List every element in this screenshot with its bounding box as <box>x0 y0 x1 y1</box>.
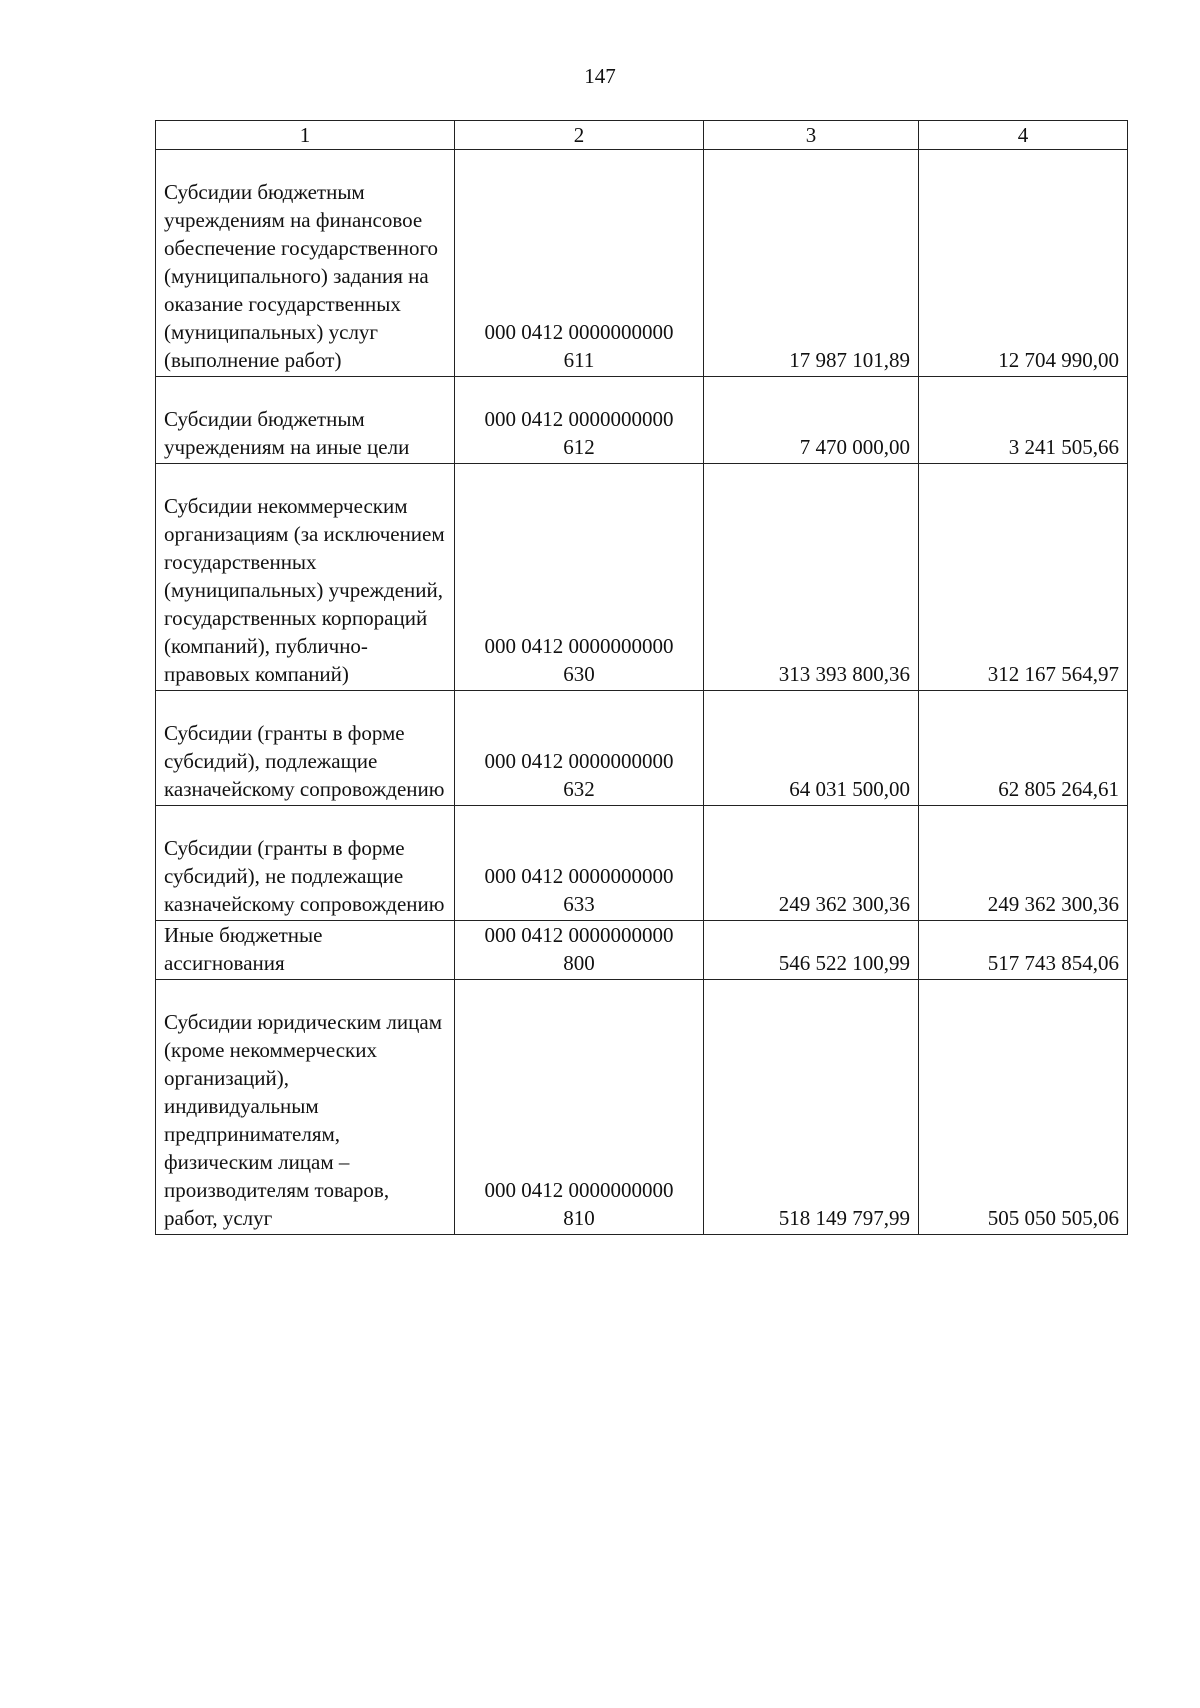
row-amount-col3: 249 362 300,36 <box>704 806 919 921</box>
code-part-2: 633 <box>563 892 595 916</box>
row-amount-col3: 518 149 797,99 <box>704 980 919 1235</box>
table-row <box>156 921 1128 980</box>
row-amount-col4: 12 704 990,00 <box>919 150 1128 377</box>
budget-table-container <box>155 120 1127 1235</box>
code-part-2: 800 <box>563 951 595 975</box>
code-part-2: 810 <box>563 1206 595 1230</box>
code-part-2: 630 <box>563 662 595 686</box>
row-name: Субсидии бюджетным учреждениям на финансовое обеспечение государственного (муниципального) задания на оказание государственных (муниципальных) услуг (выполнение работ) <box>156 150 455 377</box>
row-name: Субсидии юридическим лицам (кроме некоммерческих организаций), индивидуальным предпринимателям, физическим лицам – производителям товаров, работ, услуг <box>156 980 455 1235</box>
code-part-1: 000 0412 0000000000 <box>484 634 674 658</box>
row-name: Субсидии бюджетным учреждениям на иные цели <box>156 377 455 464</box>
code-part-2: 632 <box>563 777 595 801</box>
row-code <box>455 150 704 377</box>
row-name: Иные бюджетные ассигнования <box>156 921 455 980</box>
row-amount-col3: 546 522 100,99 <box>704 921 919 980</box>
header-col-2: 2 <box>455 121 704 150</box>
row-code <box>455 980 704 1235</box>
code-part-1: 000 0412 0000000000 <box>484 749 674 773</box>
row-code <box>455 921 704 980</box>
header-col-4: 4 <box>919 121 1128 150</box>
row-amount-col3: 7 470 000,00 <box>704 377 919 464</box>
row-amount-col4: 312 167 564,97 <box>919 464 1128 691</box>
table-row <box>156 980 1128 1235</box>
row-amount-col4: 3 241 505,66 <box>919 377 1128 464</box>
table-row <box>156 150 1128 377</box>
header-col-3: 3 <box>704 121 919 150</box>
row-code <box>455 464 704 691</box>
row-amount-col3: 64 031 500,00 <box>704 691 919 806</box>
code-part-2: 612 <box>563 435 595 459</box>
code-part-2: 611 <box>563 348 595 372</box>
header-col-1: 1 <box>156 121 455 150</box>
code-part-1: 000 0412 0000000000 <box>484 320 674 344</box>
header-row <box>156 121 1128 150</box>
code-part-1: 000 0412 0000000000 <box>484 864 674 888</box>
row-amount-col4: 249 362 300,36 <box>919 806 1128 921</box>
table-row <box>156 691 1128 806</box>
code-part-1: 000 0412 0000000000 <box>484 407 674 431</box>
page-number: 147 <box>584 64 616 88</box>
row-name: Субсидии некоммерческим организациям (за исключением государственных (муниципальных) учреждений, государственных корпораций (компаний), публично-правовых компаний) <box>156 464 455 691</box>
row-amount-col4: 517 743 854,06 <box>919 921 1128 980</box>
table-row <box>156 464 1128 691</box>
row-name: Субсидии (гранты в форме субсидий), подлежащие казначейскому сопровождению <box>156 691 455 806</box>
row-name: Субсидии (гранты в форме субсидий), не подлежащие казначейскому сопровождению <box>156 806 455 921</box>
row-amount-col4: 62 805 264,61 <box>919 691 1128 806</box>
row-amount-col3: 313 393 800,36 <box>704 464 919 691</box>
row-amount-col3: 17 987 101,89 <box>704 150 919 377</box>
table-row <box>156 806 1128 921</box>
row-amount-col4: 505 050 505,06 <box>919 980 1128 1235</box>
row-code <box>455 691 704 806</box>
code-part-1: 000 0412 0000000000 <box>484 923 674 947</box>
row-code <box>455 806 704 921</box>
code-part-1: 000 0412 0000000000 <box>484 1178 674 1202</box>
table-row <box>156 377 1128 464</box>
budget-table <box>155 120 1128 1235</box>
row-code <box>455 377 704 464</box>
